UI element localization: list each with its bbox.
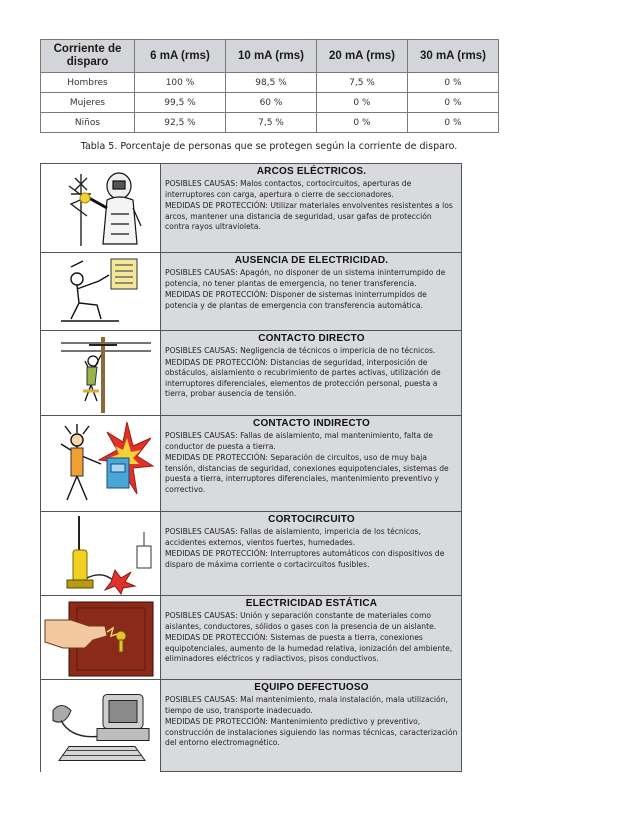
header-corriente: Corriente de disparo [41,40,135,73]
hand-door-spark-icon [41,596,161,679]
header-6ma: 6 mA (rms) [135,40,226,73]
electrical-risks-panel [40,163,462,772]
risk-measures: MEDIDAS DE PROTECCIÓN: Separación de circuitos, uso de muy baja tensión, distancias de seguridad, conexiones equipotenciales, sistemas de puesta a tierra, interruptores diferenciales, mantenimiento preventivo y correctivo. [165,453,449,494]
cell: 7,5 % [317,73,408,93]
old-computer-icon [41,680,161,772]
cell: 0 % [317,113,408,133]
risk-row-electricidad-estatica [41,596,461,680]
cell: 7,5 % [226,113,317,133]
table-row [41,73,499,93]
row-label: Mujeres [41,93,135,113]
header-20ma: 20 mA (rms) [317,40,408,73]
risk-causes: POSIBLES CAUSAS: Unión y separación constante de materiales como aislantes, conductores, sólidos o gases con la presencia de un aislante. [165,611,437,631]
risk-title: CONTACTO DIRECTO [258,333,365,344]
cell: 0 % [408,93,499,113]
worker-panel-icon [41,253,161,330]
shocked-person-appliance-icon [41,416,161,511]
risk-measures: MEDIDAS DE PROTECCIÓN: Distancias de seguridad, interposición de obstáculos, aislamiento o recubrimiento de partes activas, utilización de interruptores diferenciales, elementos de protección personal, puesta a tierra, probar ausencia de tensión. [165,357,441,399]
risk-causes: POSIBLES CAUSAS: Fallas de aislamiento, impericia de los técnicos, accidentes externos, vientos fuertes, humedades. [165,527,422,547]
risk-measures: MEDIDAS DE PROTECCIÓN: Sistemas de puesta a tierra, conexiones equipotenciales, aumento de la humedad relativa, ionización del ambiente, eliminadores eléctricos y radiactivos, pisos conductivos. [165,633,453,664]
cell: 0 % [317,93,408,113]
header-10ma: 10 mA (rms) [226,40,317,73]
risk-row-equipo-defectuoso [41,680,461,772]
row-label: Niños [41,113,135,133]
risk-title: AUSENCIA DE ELECTRICIDAD. [234,255,389,266]
vacuum-sparking-plug-icon [41,512,161,595]
risk-measures: MEDIDAS DE PROTECCIÓN: Mantenimiento predictivo y preventivo, construcción de instalaciones siguiendo las normas técnicas, caracterización del entorno electromagnético. [165,717,458,748]
table-caption: Tabla 5. Porcentaje de personas que se protegen según la corriente de disparo. [80,141,458,152]
cell: 100 % [135,73,226,93]
risk-causes: POSIBLES CAUSAS: Apagón, no disponer de un sistema ininterrumpido de potencia, no tener plantas de emergencia, no tener transferencia. [165,268,446,288]
table-row [41,113,499,133]
cell: 60 % [226,93,317,113]
risk-causes: POSIBLES CAUSAS: Malos contactos, cortocircuitos, aperturas de interruptores con carga, apertura o cierre de seccionadores. [165,179,412,199]
risk-row-cortocircuito [41,512,461,596]
risk-row-arcos [41,164,461,253]
table-header-row [41,40,499,73]
current-trip-table [40,39,499,133]
cell: 0 % [408,73,499,93]
row-label: Hombres [41,73,135,93]
cell: 99,5 % [135,93,226,113]
risk-title: ARCOS ELÉCTRICOS. [256,166,367,177]
cell: 0 % [408,113,499,133]
risk-causes: POSIBLES CAUSAS: Fallas de aislamiento, mal mantenimiento, falta de conductor de puesta a tierra. [165,431,433,451]
risk-title: CONTACTO INDIRECTO [253,418,370,429]
risk-measures: MEDIDAS DE PROTECCIÓN: Interruptores automáticos con dispositivos de disparo de máxima corriente o cortacircuitos fusibles. [165,549,445,569]
risk-row-contacto-indirecto [41,416,461,512]
risk-causes: POSIBLES CAUSAS: Negligencia de técnicos o impericia de no técnicos. [165,346,436,355]
header-30ma: 30 mA (rms) [408,40,499,73]
welder-arc-icon [41,164,161,252]
risk-row-contacto-directo [41,331,461,416]
risk-title: CORTOCIRCUITO [268,514,355,525]
risk-causes: POSIBLES CAUSAS: Mal mantenimiento, mala instalación, mala utilización, tiempo de uso, transporte inadecuado. [165,695,448,715]
risk-row-ausencia [41,253,461,331]
risk-measures: MEDIDAS DE PROTECCIÓN: Utilizar materiales envolventes resistentes a los arcos, mantener una distancia de seguridad, usar gafas de protección contra rayos ultravioleta. [165,201,453,232]
table-row [41,93,499,113]
risk-title: EQUIPO DEFECTUOSO [254,682,369,693]
lineman-pole-icon [41,331,161,415]
risk-title: ELECTRICIDAD ESTÁTICA [245,598,378,609]
cell: 98,5 % [226,73,317,93]
risk-measures: MEDIDAS DE PROTECCIÓN: Disponer de sistemas ininterrumpidos de potencia y de plantas de emergencia con transferencia automática. [165,290,427,310]
cell: 92,5 % [135,113,226,133]
